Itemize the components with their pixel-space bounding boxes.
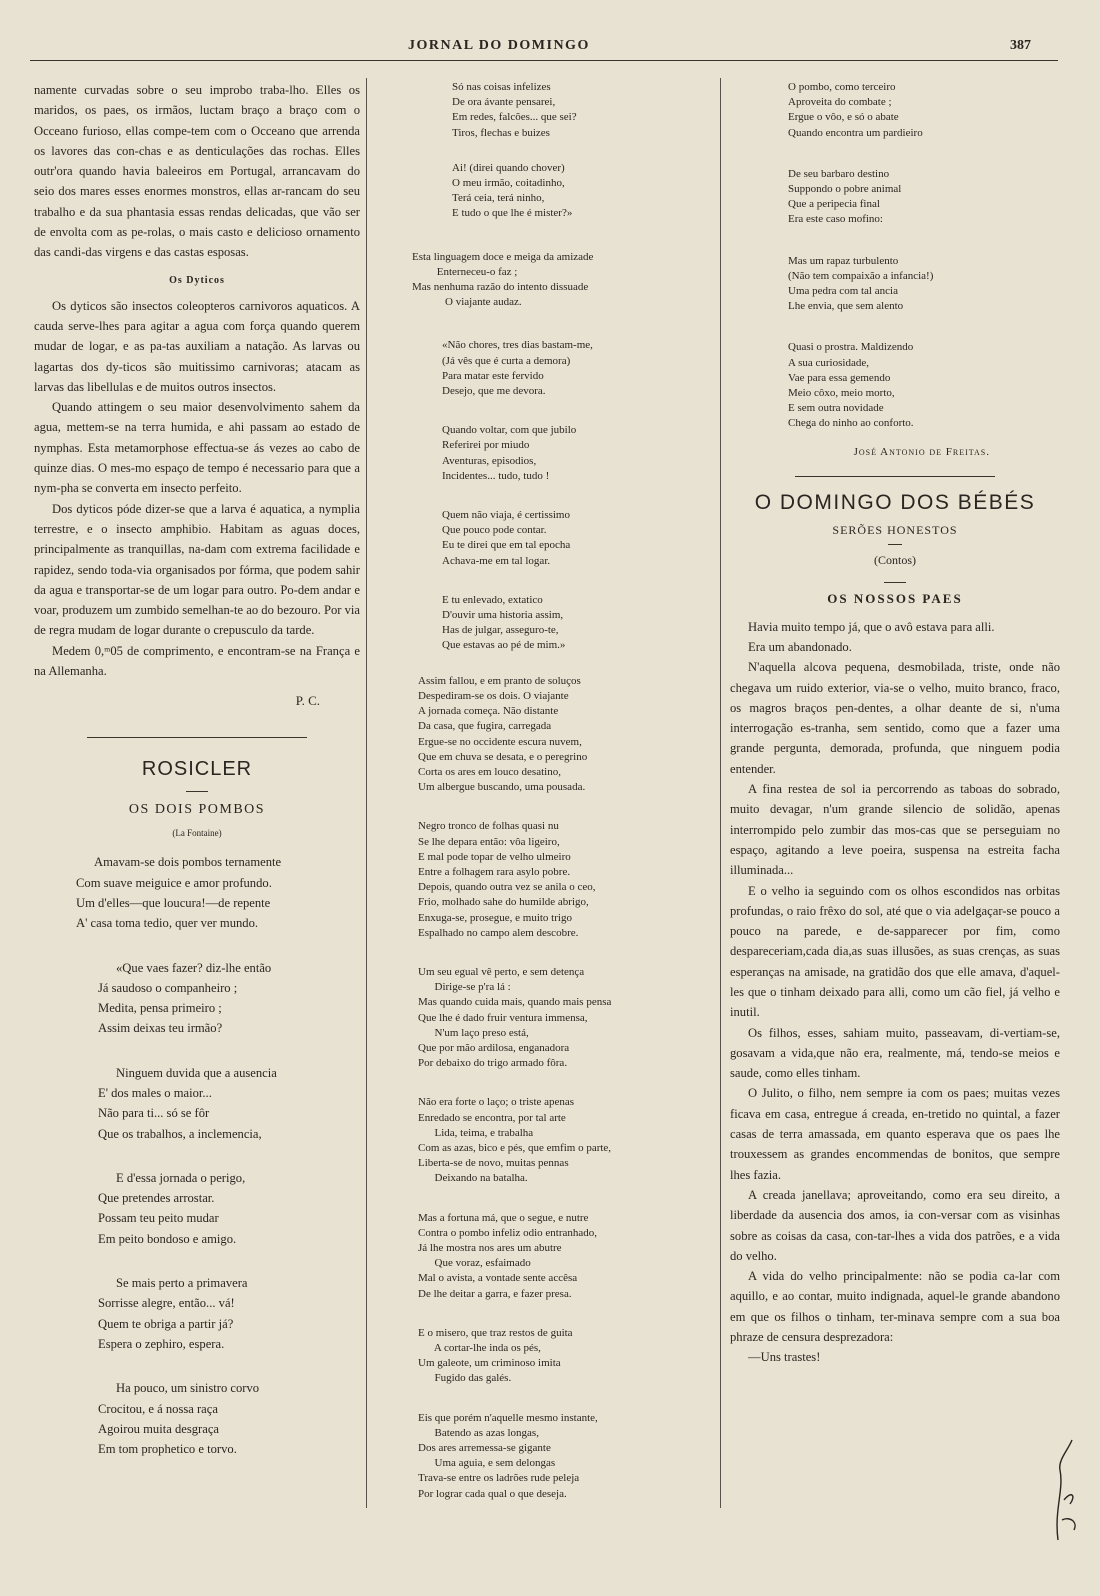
poem-stanza: Esta linguagem doce e meiga da amizade Enterneceu-o faz ; Mas nenhuma razão do intento dissuade O viajante audaz. (412, 250, 594, 309)
poem-stanza: De seu barbaro destino Suppondo o pobre animal Que a peripecia final Era este caso mofino: (788, 167, 902, 226)
intro-paragraph: namente curvadas sobre o seu improbo traba-lho. Elles os maridos, os paes, os irmãos, luctam braço a braço com o Occeano furioso, ellas compe-tem com o Occeano que arrenda os lavores das con-chas e as denticulações das rochas. Elles outr'ora quando havia baleeiros em Portugal, arrancavam do seio dos mares esses enormes monstros, ellas ar-rancam do seu trabalho e da sua phantasia essas rendas delicadas, que vão ser de envolta com as pe-rolas, o mais casto e delicioso ornamento das candi-das virgens e das castas esposas. (34, 83, 360, 260)
story-body (730, 617, 1060, 1368)
poem-stanza: Mas um rapaz turbulento (Não tem compaixão a infancia!) Uma pedra com tal ancia Lhe envia, que sem alento (788, 254, 934, 313)
story-paragraph: O Julito, o filho, nem sempre ia com os paes; muitas vezes ficava em casa, entregue á creada, en-tretido no quintal, a fazer casas de terra amassada, em quanto esperava que os paes lhe trouxessem as grandes encommendas de bonitos, que sempre lhes fazia. (730, 1086, 1060, 1182)
poem-stanza: Quasi o prostra. Maldizendo A sua curiosidade, Vae para essa gemendo Meio côxo, meio morto, E sem outra novidade Chega do ninho ao conforto. (788, 341, 914, 430)
bebes-subtitle: SERÕES HONESTOS (832, 522, 958, 537)
running-head (0, 36, 1100, 58)
column-3 (730, 80, 1060, 1368)
poem-stanza: E d'essa jornada o perigo, Que pretendes arrostar. Possam teu peito mudar Em peito bondoso e amigo. (98, 1170, 246, 1246)
poem-stanza: Mas a fortuna má, que o segue, e nutre Contra o pombo infeliz odio entranhado, Já lhe mostra nos ares um abutre Que voraz, esfaimado Mal o avista, a vontade sente accêsa De lhe deitar a garra, e fazer presa. (418, 1211, 598, 1300)
poem-stanza: Se mais perto a primavera Sorrisse alegre, então... vá! Quem te obriga a partir já? Espera o zephiro, espera. (98, 1276, 248, 1351)
dyticos-paragraph: Dos dyticos póde dizer-se que a larva é aquatica, a nymplia terrestre, e o insecto amphibio. Habitam as aguas doces, principalmente as tranquillas, na-dam com extrema facilidade e rapidez, sendo toda-via organisados por fórma, que podem sahir da agua e transportar-se de um logar para outro. Po-dem andar e voar, produzem um zumbido semelhan-te ao do bezouro. Por via de regra mudam de logar durante o crepusculo da tarde. (34, 501, 360, 638)
dyticos-heading: Os Dyticos (169, 274, 225, 286)
story-paragraph: A fina restea de sol ia percorrendo as taboas do sobrado, muito devagar, n'um grande silencio de solidão, apenas interrompido pelo zumbir das mos-cas que se perseguiam no espaço, agitando a leve poeira, suspensa na estreita facha illuminada... (730, 782, 1060, 878)
poem-stanza: «Não chores, tres dias bastam-me, (Já vês que é curta a demora) Para matar este fervido Desejo, que me devora. (442, 339, 593, 398)
poem-stanza: Quem não viaja, é certissimo Que pouco pode contar. Eu te direi que em tal epocha Achava-me em tal logar. (442, 509, 571, 567)
story-paragraph: Os filhos, esses, sahiam muito, passeavam, di-vertiam-se, gosavam a vida,que não era, realmente, má, tendo-se meios e saude, como elles tinham. (730, 1025, 1060, 1081)
section-rule (795, 476, 995, 477)
handwritten-marginal-mark (1050, 1430, 1086, 1550)
rosicler-title: ROSICLER (141, 758, 253, 781)
poem-author: José Antonio de Freitas. (853, 445, 990, 458)
poem-title: OS DOIS POMBOS (128, 802, 266, 818)
subtitle-dash (888, 544, 902, 545)
title-dash (186, 791, 208, 792)
poem-stanza: Assim fallou, e em pranto de soluços Despediram-se os dois. O viajante A jornada começa. Não distante Da casa, que fugira, carregada Ergue-se no occidente escura nuvem, Que em chuva se desata, e o peregrino Corta os ares em louco desatino, Um albergue buscando, uma pousada. (418, 674, 588, 794)
poem-stanza: Quando voltar, com que jubilo Referirei por miudo Aventuras, episodios, Incidentes... tudo, tudo ! (442, 424, 577, 482)
story-paragraph: Havia muito tempo já, que o avô estava para alli. (748, 619, 995, 634)
story-paragraph: A creada janellava; aproveitando, como era seu direito, a liberdade da ausencia dos amos, ia con-versar com as visinhas sobre as coisas da casa, con-tar-lhes a vida dos patrões, e a vida do velho. (730, 1187, 1060, 1263)
story-paragraph: Era um abandonado. (748, 639, 852, 654)
header-rule (30, 60, 1058, 61)
article-signature: P. C. (295, 693, 320, 709)
poem-stanza: Ninguem duvida que a ausencia E' dos males o maior... Não para ti... só se fôr Que os trabalhos, a inclemencia, (98, 1065, 277, 1141)
poem-stanza: Negro tronco de folhas quasi nu Se lhe depara então: vôa ligeiro, E mal pode topar de velho ulmeiro Entre a folhagem rara asylo pobre. Depois, quando outra vez se anila o ceo, Frio, molhado sahe do humilde abrigo, Enxuga-se, prosegue, e muito trigo Espalhado no campo alem descobre. (418, 820, 596, 939)
poem-stanza: Um seu egual vê perto, e sem detença Dirige-se p'ra lá : Mas quando cuida mais, quando mais pensa Que lhe é dado fruir ventura immensa, N'um laço preso está, Que por mão ardilosa, enganadora Por debaixo do trigo armado fôra. (418, 965, 612, 1070)
bebes-section-title: O DOMINGO DOS BÉBÉS (754, 490, 1036, 514)
story-paragraph: A vida do velho principalmente: não se podia ca-lar com aquillo, e ao contar, muito indignada, aquel-le grande abandono em que os filhos o tinham, ter-minava sempre com a sua boa phraze de censura desprezadora: (730, 1269, 1060, 1345)
poem-stanza: O pombo, como terceiro Aproveita do combate ; Ergue o vôo, e só o abate Quando encontra um pardieiro (788, 81, 923, 139)
dyticos-paragraph: Medem 0,ᵐ05 de comprimento, e encontram-se na França e na Allemanha. (34, 643, 360, 679)
bebes-note: (Contos) (874, 552, 916, 567)
story-paragraph: —Uns trastes! (748, 1350, 821, 1365)
column-divider-1 (366, 78, 367, 1508)
section-rule (87, 737, 307, 738)
poem-stanza: E o misero, que traz restos de guita A cortar-lhe inda os pés, Um galeote, um criminoso imita Fugido das galés. (418, 1326, 573, 1385)
story-paragraph: N'aquella alcova pequena, desmobilada, triste, onde não chegava um ruido exterior, via-se o velho, muito branco, fraco, os magros braços pen-dentes, a olhar deante de si, n'uma interrogação es-tranha, sem sentido, como que a fazer uma grande pergunta, demorada, profunda, que ninguem podia entender. (730, 660, 1060, 776)
dyticos-paragraph: Quando attingem o seu maior desenvolvimento sahem da agua, mettem-se na terra humida, e ahi passam ao estado de nymphas. Esta metamorphose effectua-se ás vezes ao cabo de quinze dias. O mes-mo espaço de tempo é necessario para que a nym-pha se converta em insecto perfeito. (34, 400, 360, 496)
poem-stanzas (76, 852, 360, 1459)
poem-stanza: Eis que porém n'aquelle mesmo instante, Batendo as azas longas, Dos ares arremessa-se gigante Uma aguia, e sem delongas Trava-se entre os ladrões rude peleja Por lograr cada qual o que deseja. (418, 1411, 598, 1500)
poem-source: (La Fontaine) (172, 828, 222, 839)
poem-stanza: E tu enlevado, extatico D'ouvir uma historia assim, Has de julgar, asseguro-te, Que estavas ao pé de mim.» (442, 593, 566, 652)
journal-title: JORNAL DO DOMINGO (408, 38, 590, 53)
column-1 (34, 80, 360, 1459)
poem-stanza: Só nas coisas infelizes De ora ávante pensarei, Em redes, falcões... que sei? Tiros, flechas e buizes (452, 81, 577, 139)
page-number: 387 (1010, 38, 1031, 53)
dyticos-paragraph: Os dyticos são insectos coleopteros carnivoros aquaticos. A cauda serve-lhes para agitar a agua com força quando querem mudar de logar, e as pa-tas auxiliam a natação. As larvas ou lagartas dos dy-ticos são muitissimo carnivoras; atacam as larvas das libellulas e de muitos outros insectos. (34, 298, 360, 394)
poem-stanza: Amavam-se dois pombos ternamente Com suave meiguice e amor profundo. Um d'elles—que loucura!—de repente A' casa toma tedio, quer ver mundo. (76, 855, 282, 931)
poem-stanza: «Que vaes fazer? diz-lhe então Já saudoso o companheiro ; Medita, pensa primeiro ; Assim deixas teu irmão? (98, 960, 272, 1036)
story-title: OS NOSSOS PAES (827, 590, 963, 606)
column-divider-2 (720, 78, 721, 1508)
poem-stanza: Não era forte o laço; o triste apenas Enredado se encontra, por tal arte Lida, teima, e trabalha Com as azas, bico e pés, que emfim o parte, Liberta-se de novo, muitas pennas Deixando na batalha. (418, 1096, 612, 1185)
column-2 (412, 80, 712, 1502)
note-dash (884, 582, 906, 583)
poem-stanza: Ai! (direi quando chover) O meu irmão, coitadinho, Terá ceia, terá ninho, E tudo o que lhe é mister?» (452, 161, 573, 220)
poem-stanza: Ha pouco, um sinistro corvo Crocitou, e á nossa raça Agoirou muita desgraça Em tom prophetico e torvo. (98, 1381, 260, 1457)
story-paragraph: E o velho ia seguindo com os olhos escondidos nas orbitas profundas, o raio frêxo do sol, até que o via adelgaçar-se pouco a pouco na parede, e de-sapparecer por fim, como despareceriam,cada dia,as suas illusões, as suas crenças, as suas esperanças na amisade, na gratidão dos que elle amava, d'aquel-les que o tinham deixado para alli, como um cão fiel, já velho e inutil. (730, 883, 1060, 1020)
